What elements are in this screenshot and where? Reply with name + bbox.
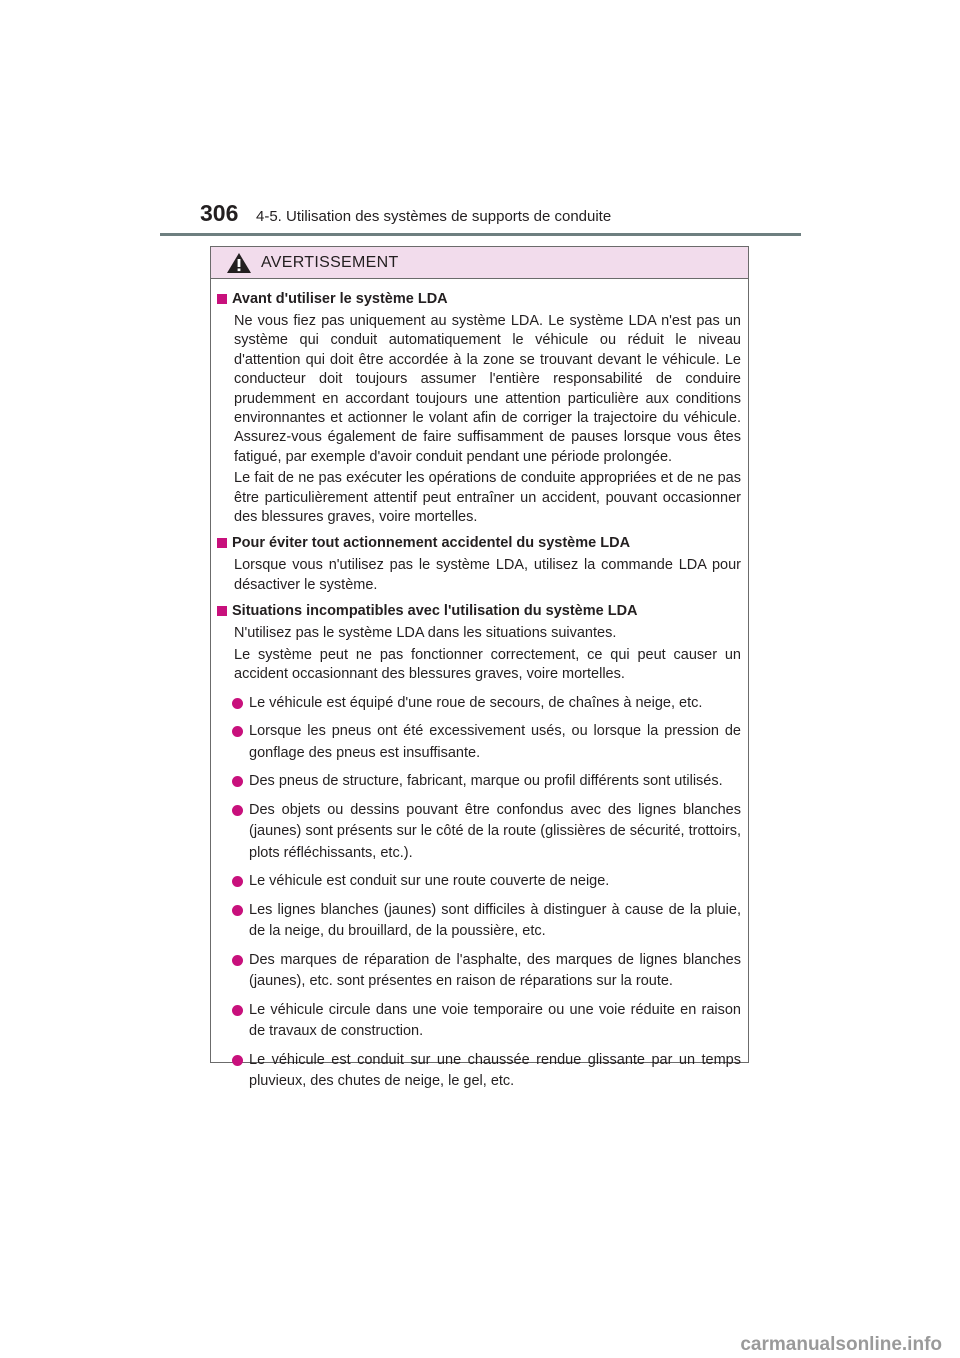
list-item — [232, 900, 741, 943]
item-heading — [217, 601, 741, 622]
warning-item — [217, 601, 741, 1092]
page-header — [0, 0, 960, 240]
bullet-list — [217, 693, 741, 1093]
item-paragraph: Lorsque vous n'utilisez pas le système LDA, utilisez la commande LDA pour désactiver le système. — [234, 557, 741, 593]
list-item-text: Le véhicule circule dans une voie temporaire ou une voie réduite en raison de travaux de construction. — [249, 1001, 741, 1039]
list-item — [232, 1000, 741, 1043]
list-item — [232, 871, 741, 893]
warning-item — [217, 533, 741, 595]
section-title: 4-5. Utilisation des systèmes de supports de conduite — [256, 208, 612, 225]
list-item-text: Le véhicule est conduit sur une route couverte de neige. — [249, 873, 610, 889]
list-item-text: Le véhicule est conduit sur une chaussée rendue glissante par un temps pluvieux, des chutes de neige, le gel, etc. — [249, 1051, 741, 1089]
list-item — [232, 950, 741, 993]
item-paragraph: N'utilisez pas le système LDA dans les situations suivantes. — [234, 625, 617, 642]
list-item-text: Le véhicule est équipé d'une roue de secours, de chaînes à neige, etc. — [249, 694, 703, 711]
item-title: Pour éviter tout actionnement accidentel du système LDA — [232, 535, 631, 552]
item-title: Situations incompatibles avec l'utilisation du système LDA — [232, 603, 638, 620]
round-bullet-icon — [232, 698, 243, 709]
warning-triangle-icon — [226, 252, 252, 274]
warning-box — [210, 246, 749, 1089]
list-item — [232, 721, 741, 764]
page-number: 306 — [200, 200, 239, 226]
item-heading — [217, 533, 741, 554]
warning-item — [217, 289, 741, 527]
list-item — [232, 1050, 741, 1093]
round-bullet-icon — [232, 905, 243, 916]
square-bullet-icon — [217, 606, 227, 616]
item-paragraph: Le fait de ne pas exécuter les opérations de conduite appropriées et de ne pas être particulièrement attentif peut entraîner un accident, pouvant occasionner des blessures graves, voire mortelles. — [234, 470, 741, 526]
round-bullet-icon — [232, 805, 243, 816]
round-bullet-icon — [232, 1005, 243, 1016]
watermark: carmanualsonline.info — [740, 1334, 942, 1355]
list-item-text: Des objets ou dessins pouvant être confondus avec des lignes blanches (jaunes) sont présents sur le côté de la route (glissières de sécurité, trottoirs, plots réfléchissants, etc.). — [249, 801, 741, 861]
square-bullet-icon — [217, 294, 227, 304]
round-bullet-icon — [232, 955, 243, 966]
list-item-text: Lorsque les pneus ont été excessivement usés, ou lorsque la pression de gonflage des pneus est insuffisante. — [249, 723, 741, 761]
round-bullet-icon — [232, 776, 243, 787]
warning-body — [211, 279, 748, 1093]
list-item-text: Des marques de réparation de l'asphalte, des marques de lignes blanches (jaunes), etc. sont présentes en raison de réparations sur la route. — [249, 951, 741, 989]
round-bullet-icon — [232, 1055, 243, 1066]
list-item-text: Les lignes blanches (jaunes) sont difficiles à distinguer à cause de la pluie, de la neige, du brouillard, de la poussière, etc. — [249, 901, 741, 939]
item-paragraph: Le système peut ne pas fonctionner correctement, ce qui peut causer un accident occasionnant des blessures graves, voire mortelles. — [234, 646, 741, 683]
round-bullet-icon — [232, 726, 243, 737]
warning-label: AVERTISSEMENT — [261, 253, 399, 271]
square-bullet-icon — [217, 538, 227, 548]
header-divider — [160, 233, 801, 236]
list-item — [232, 693, 741, 715]
list-item — [232, 800, 741, 865]
item-title: Avant d'utiliser le système LDA — [232, 291, 448, 307]
item-heading — [217, 289, 741, 310]
list-item-text: Des pneus de structure, fabricant, marque ou profil différents sont utilisés. — [249, 773, 723, 789]
list-item — [232, 771, 741, 793]
warning-header — [211, 247, 748, 279]
round-bullet-icon — [232, 876, 243, 887]
item-paragraph: Ne vous fiez pas uniquement au système LDA. Le système LDA n'est pas un système qui conduit automatiquement le véhicule ou réduit le niveau d'attention qui doit être accordée à la zone se trouvant devant le véhicule. Le conducteur doit toujours assumer l'entière responsabilité de conduire prudemment en accordant toujours une attention particulière aux conditions environnantes et actionner le volant afin de corriger la trajectoire du véhicule. Assurez-vous également de faire suffisamment de pauses lorsque vous êtes fatigué, par exemple d'avoir conduit pendant une période prolongée. — [234, 313, 741, 465]
